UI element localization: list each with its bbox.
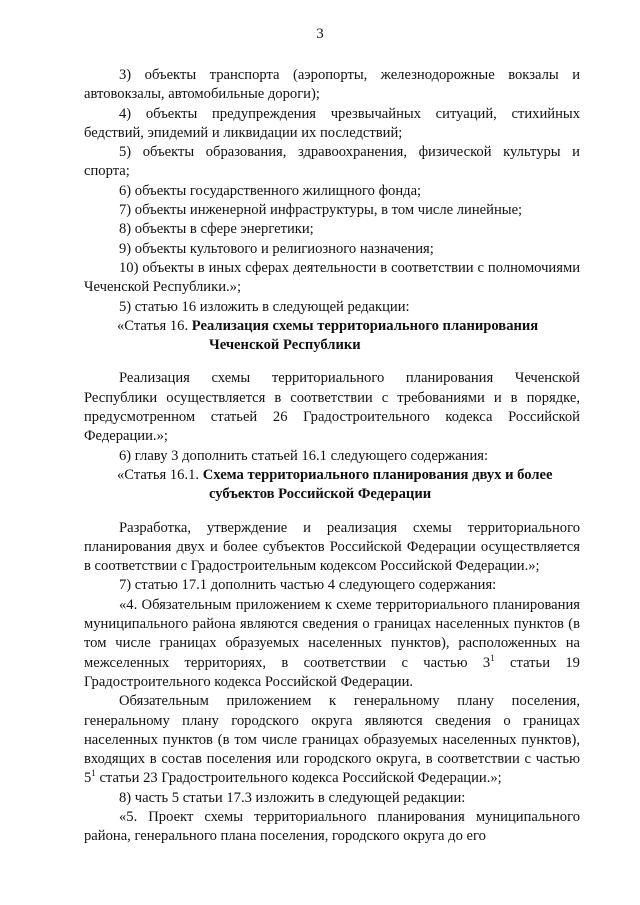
- part-4-sup-a: 1: [490, 652, 495, 663]
- part-4-text-d: статьи 23 Градостроительного кодекса Российской Федерации.»;: [95, 770, 502, 787]
- part-4-text-a: «4. Обязательным приложением к схеме территориального планирования муниципального района являются сведения о границах населенных пунктов (в том числе границах образуемых населенных пунктов), расположенных на межселенных территориях, в соответствии с частью 3: [84, 596, 580, 671]
- list-item: 10) объекты в иных сферах деятельности в соответствии с полномочиями Чеченской Республики.»;: [84, 259, 580, 296]
- part-5-text: «5. Проект схемы территориального планирования муниципального района, генерального плана поселения, городского округа до его: [84, 808, 580, 845]
- part-4-paragraph-2: [84, 692, 580, 788]
- amendment-8: 8) часть 5 статьи 17.3 изложить в следующей редакции:: [119, 789, 466, 806]
- article-16-1-prefix: «Статья 16.1.: [117, 466, 200, 483]
- list-item: 4) объекты предупреждения чрезвычайных ситуаций, стихийных бедствий, эпидемий и ликвидации их последствий;: [84, 105, 580, 141]
- article-16-1-title: Схема территориального планирования двух и более субъектов Российской Федерации: [202, 466, 553, 503]
- document-body: [84, 66, 580, 847]
- article-16-1-heading: [84, 466, 580, 505]
- amendment-7: 7) статью 17.1 дополнить частью 4 следующего содержания:: [119, 577, 497, 594]
- list-item: 8) объекты в сфере энергетики;: [119, 221, 314, 238]
- amendment-5: 5) статью 16 изложить в следующей редакции:: [119, 298, 410, 315]
- list-item: 9) объекты культового и религиозного назначения;: [119, 240, 434, 257]
- article-16-text: Реализация схемы территориального планирования Чеченской Республики осуществляется в соответствии с требованиями и в порядке, предусмотренном статьей 26 Градостроительного кодекса Российской Федерации.»;: [84, 370, 580, 445]
- list-item: 6) объекты государственного жилищного фонда;: [119, 182, 422, 199]
- amendment-6: 6) главу 3 дополнить статьей 16.1 следующего содержания:: [119, 447, 489, 464]
- article-16-title: Реализация схемы территориального планирования Чеченской Республики: [191, 317, 539, 354]
- part-4-text-b: статьи 19 Градостроительного кодекса Российской Федерации.: [84, 654, 580, 690]
- part-4-text-c: Обязательным приложением к генеральному плану поселения, генеральному плану городского округа являются сведения о границах населенных пунктов (в том числе границах образуемых населенных пунктов), входящих в состав поселения или городского округа, в соответствии с частью 5: [84, 693, 580, 787]
- page-number: 3: [316, 26, 324, 42]
- part-4-sup-b: 1: [91, 768, 96, 779]
- article-16-heading: [84, 317, 580, 356]
- article-16-prefix: «Статья 16.: [117, 317, 189, 334]
- part-4-paragraph-1: [84, 596, 580, 692]
- list-item: 5) объекты образования, здравоохранения, физической культуры и спорта;: [84, 144, 580, 180]
- list-item: 3) объекты транспорта (аэропорты, железнодорожные вокзалы и автовокзалы, автомобильные дороги);: [84, 67, 580, 103]
- list-item: 7) объекты инженерной инфраструктуры, в том числе линейные;: [119, 202, 523, 219]
- article-16-1-text: Разработка, утверждение и реализация схемы территориального планирования двух и более субъектов Российской Федерации осуществляется в соответствии с Градостроительным кодексом Российской Федерации.»;: [84, 519, 580, 575]
